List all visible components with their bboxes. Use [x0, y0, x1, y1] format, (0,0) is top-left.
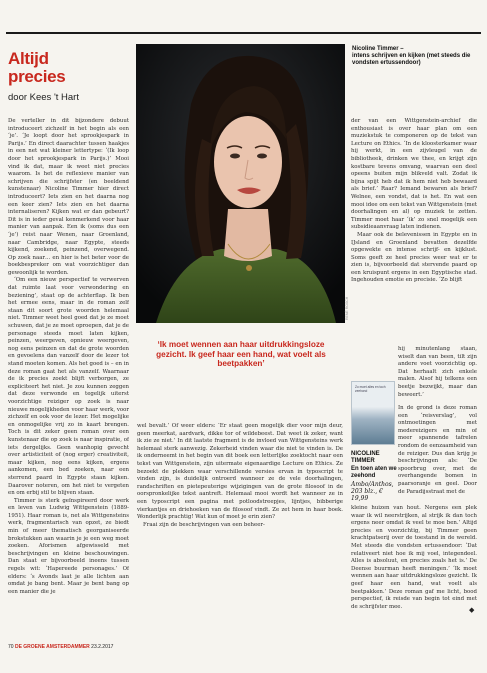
book-info — [351, 451, 397, 503]
book-author: NICOLINE TIMMER — [351, 451, 380, 465]
caption-name: Nicoline Timmer – — [352, 46, 404, 52]
page-footer — [8, 644, 308, 650]
col1-paragraph-1-text: De verteller in dit bijzondere debuut introduceert zichzelf in het begin als een ‘je’. ‘Je loopt door het sprookjespark in Parijs.’ En direct daarachter tussen haakjes in een net wat kleiner lettertype: ‘(Ik loop door het sprookjespark in Parijs.)’ Mooi vind ik dat, maar ik weet niet precies waarom. Is het de reflexieve manier van schrijven die schrijfster (en beeldend kunstenaar) Nicoline Timmer hier direct introduceert? Iets zien en het daarna nog een keer zien? Iets zien en het daarna internaliseren? Kijken wat er dan gebeurt? Dit is in ieder geval kenmerkend voor haar manier van aanpak. Een ik (soms dus een ‘je’) reist naar Wenen, naar Groenland, naar Cambridge, naar Egypte, steeds kijkend, zoekend, peinzend, overwegend. Op zoek naar… en hier is het beter voor de boekbespreker om wat voorzichtiger dan gewoonlijk te worden. — [8, 118, 129, 276]
column-3-narrow-2 — [398, 405, 477, 503]
col3-bottom-paragraph: kleine huizen van hout. Nergens een plek waar ik wil neerstrijken, al strijk ik dan toch ergens neer omdat ik veel te moe ben.’ Altijd precies en voorzichtig, bij Timmer geen krachtpatserij over de toestand in de wereld. Met steeds die vondsten ertussendoor: ‘Dat relativeert niet hoe ik mij voel, integendeel. Alles is absoluut, en precies zoals het is.’ De Deense buurman heeft meningen.’ ‘Ik moet wennen aan haar uitdrukkingsloze gezicht. Ik geef haar een hand, wat voelt als beetpakken.’ Deze roman gaf me licht, bood perspectief, ik reisde van begin tot eind met de schrijfster mee. — [351, 505, 477, 610]
col3-paragraph-2: Maar ook de belevenissen in Egypte en in IJsland en Groenland bevatten dezelfde opgewekte en intense schrijf- en kijklust. Soms geeft ze heel precies weer wat er te zien is, bijvoorbeeld dat stervende paard op een kruispunt ergens in een Egyptische stad. Ingehouden emotie en precisie. ‘Zo blijft — [351, 231, 477, 284]
column-2 — [137, 423, 343, 623]
photo-credit: RENÉ ROSCH — [345, 296, 349, 320]
top-rule — [6, 32, 481, 34]
pull-quote: ‘Ik moet wennen aan haar uitdrukkingsloze gezicht. Ik geef haar een hand, wat voelt als beetpakken’ — [156, 340, 326, 369]
photo-caption — [352, 46, 477, 67]
column-3 — [351, 118, 477, 346]
author-photo — [136, 44, 345, 323]
book-publisher: Ambo/Anthos, — [351, 480, 394, 488]
portrait-illustration — [136, 44, 345, 323]
end-mark-icon: ◆ — [469, 606, 475, 614]
book-cover-title: Zo moet alles en toch zeehond — [355, 385, 386, 393]
col3-paragraph-1: der van een Wittgenstein-archief die enthousiast is over haar plan om een muziekstuk te componeren op de tekst van Lecture on Ethics. ‘In de kloosterkamer waar hij werkt, in een zijvleugel van de bibliotheek, drinken we thee, en krijgt zijn kostbare tevens omvang, waarvan een deel opeens buiten mijn blikveld valt. Zodat ik bijna spijt heb dat ik hem niet heb bewaard als brief.’ Raar? Iemand bewaren als brief? Welnee, een vondst, dat is het. En wat een mooi idee om een tekst van Wittgenstein (met doorhalingen en al) op muziek te zetten. Timmer moet haar ‘ik’ zo snel mogelijk een subsidieaanvraag laten indienen. — [351, 118, 477, 231]
headline — [8, 50, 128, 86]
byline: door Kees 't Hart — [8, 92, 79, 103]
book-cover — [351, 381, 395, 445]
publication-name: DE GROENE AMSTERDAMMER — [14, 644, 90, 650]
page-number: 70 — [8, 644, 14, 650]
book-title: En toen aten we zeehond — [351, 465, 397, 480]
col3-narrow-paragraph-2: In de grond is deze roman een ‘reisverslag’, vol ontmoetingen met medereizigers en min of meer spannende tafrelen rondom de eenzaamheid van de reiziger. Dus dan krijg je beschrijvingen als: ‘De spoorbrug over, met de overhangende bomen in paarsoranje en geel. Door de Paradijsstraat met de — [398, 405, 477, 495]
headline-line-2: precies — [8, 67, 66, 86]
col2-paragraph-2: Fraai zijn de beschrijvingen van een beheer- — [143, 521, 265, 528]
book-details: 203 blz., € 19,99 — [351, 488, 383, 503]
col1-paragraph-2: ‘Om een nieuw perspectief te verwerven dat ruimte laat voor verwondering en beziening’, staat op de achterflap. Ik ben het ermee eens, maar in de roman zelf staan dit soort grote woorden helemaal niet. Timmer weet heel goed dat je ze moet schuwen, dat je ze moet oproepen, dat je de personage steeds moet laten kijken, peinzen, weergeven, opnieuw weergeven, nog eens peinzen en dat de grote woorden en gevoelens dan vanzelf door de lezer tot stand moeten komen. Als het goed is – en in deze roman gaat het als vanzelf. Waarnaar de ik precies zoekt blijft verborgen, ze expliciteert het niet. Je zou kunnen zeggen dat deze verwonde en tegelijk uiterst voorzichtige reiziger op zoek is naar nieuwe mogelijkheden voor haar werk, voor zichzelf en ook voor de lezer. Het mogelijke en onmogelijke vrij zo in kaart brengen. Toch is dit zeker geen roman over een kunstenaar die op zoek is naar inspiratie, of iets dergelijks. Geen wanhopig gevecht over artisticiteit of (nog erger) creativiteit, maar kijken, nog eens kijken, ergens aankomen, een bed zoeken, naar een sterrend paard in Egypte staan kijken. Daarover noteren, om het niet te vergeten en om erbij stil te blijven staan. — [8, 277, 129, 497]
col1-paragraph-1 — [8, 118, 129, 277]
column-3-bottom — [351, 505, 477, 623]
issue-date: 23.2.2017 — [91, 644, 114, 650]
column-3-narrow — [398, 346, 477, 402]
column-1 — [8, 118, 129, 623]
headline-line-1: Altijd — [8, 49, 49, 68]
col2-paragraph-1: wel bevalt.’ Of weer elders: ‘Er staat geen mogelijk dier voor mijn deur, geen meerkat, aardvark, dikke tor of wildebeest. Dat weet ik zeker, want ik zie ze niet.’ In dit laatste fragment is de invloed van Wittgensteins werk helemaal sterk aanwezig. Zekerheid vinden waar die niet te vinden is. De ik onderneemt in het begin van dit boek een letterlijke zoektocht naar een tekst van Wittgenstein, zijn uitermate eigenaardige Lecture on Ethics. Ze bezoekt de plekken waar verschillende versies ervan in typoscript te vinden zijn, is duidelijk ontroerd wanneer ze de vele doorhalingen, randschriften en pietepeuterige wijzigingen van de grote filosoof in de oorspronkelijke tekst aantreft. Helemaal mooi wordt het wanneer ze in een typoscript een pagina met potloodstreepjes, lijntjes, bibberige vierkantjes en driehoeken van de filosoof vindt. Ze zet hem in haar boek. Wonderlijk prachtig! Wat kun of moet je erin zien? — [137, 423, 343, 521]
col1-paragraph-3: Timmer is sterk geïnspireerd door werk en leven van Ludwig Wittgenstein (1889-1951). Haar roman is, net als Wittgensteins werk, fragmentarisch van opzet, ze biedt min of meer thematisch georganiseerde brokstukken aan waarin je je een weg moet zoeken. Aforismen afgewisseld met beschrijvingen en kleine beschouwingen. Dan staat er bijvoorbeeld ineens tussen regels wit: ‘Hapereede personages.’ Of elders: ‘s Avonds laat je alle lichten aan omdat je bang bent. Maar je bent bang op een manier die je — [8, 497, 129, 595]
caption-text: intens schrijven en kijken (met steeds die vondsten ertussendoor) — [352, 53, 471, 66]
col3-narrow-paragraph: hij minutenlang staan, wiselt dan van been, tilt zijn andere voet voorzichtig op. Dat herhaalt zich enkele malen. Alsof hij telkens een beetje bezwijkt, maar dan beweert.’ — [398, 346, 477, 398]
